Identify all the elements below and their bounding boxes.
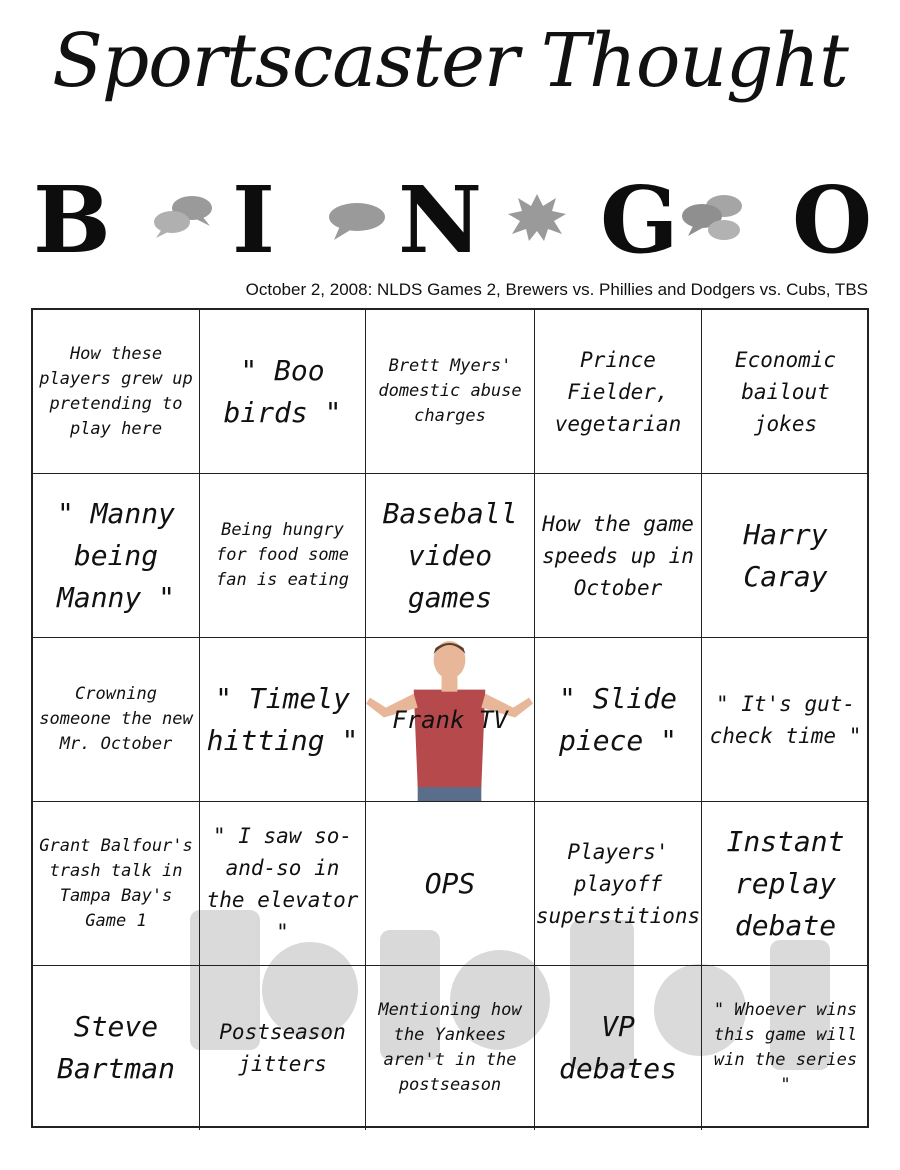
- bingo-square[interactable]: OPS: [366, 802, 535, 966]
- free-square-label: Frank TV: [392, 705, 508, 734]
- game-date-subtitle: October 2, 2008: NLDS Games 2, Brewers vs. Phillies and Dodgers vs. Cubs, TBS: [245, 280, 868, 299]
- bingo-letter-g: G: [600, 166, 679, 274]
- bingo-square[interactable]: Mentioning how the Yankees aren't in the postseason: [366, 966, 535, 1130]
- bingo-square[interactable]: How the game speeds up in October: [535, 474, 702, 638]
- bingo-square[interactable]: Grant Balfour's trash talk in Tampa Bay's Game 1: [33, 802, 200, 966]
- bingo-board: [31, 308, 869, 1128]
- bingo-letter-i: I: [232, 166, 276, 274]
- bingo-square[interactable]: Players' playoff superstitions: [535, 802, 702, 966]
- bingo-square[interactable]: Being hungry for food some fan is eating: [200, 474, 366, 638]
- free-square[interactable]: [366, 638, 535, 802]
- bingo-square[interactable]: " Manny being Manny ": [33, 474, 200, 638]
- bingo-square[interactable]: Crowning someone the new Mr. October: [33, 638, 200, 802]
- bingo-square[interactable]: " Slide piece ": [535, 638, 702, 802]
- bingo-letter-b: B: [33, 166, 111, 274]
- bingo-square[interactable]: Harry Caray: [702, 474, 869, 638]
- bingo-square[interactable]: How these players grew up pretending to play here: [33, 310, 200, 474]
- speech-bubbles-icon: [150, 192, 220, 242]
- bingo-square[interactable]: Economic bailout jokes: [702, 310, 869, 474]
- bingo-square[interactable]: Postseason jitters: [200, 966, 366, 1130]
- bingo-letter-o: O: [792, 166, 873, 274]
- speech-bubble-icon: [326, 200, 388, 244]
- bingo-square[interactable]: Steve Bartman: [33, 966, 200, 1130]
- bingo-square[interactable]: " Boo birds ": [200, 310, 366, 474]
- bingo-square[interactable]: Baseball video games: [366, 474, 535, 638]
- bingo-header: [0, 166, 900, 274]
- bingo-square[interactable]: Prince Fielder, vegetarian: [535, 310, 702, 474]
- bingo-square[interactable]: " Timely hitting ": [200, 638, 366, 802]
- bingo-letter-n: N: [398, 166, 483, 274]
- bingo-square[interactable]: " I saw so-and-so in the elevator ": [200, 802, 366, 966]
- burst-bubble-icon: [506, 192, 568, 242]
- bingo-square[interactable]: " Whoever wins this game will win the series ": [713, 1000, 858, 1095]
- bingo-square[interactable]: VP debates: [535, 966, 702, 1130]
- bingo-square[interactable]: Instant replay debate: [702, 802, 869, 966]
- bingo-square[interactable]: Brett Myers' domestic abuse charges: [366, 310, 535, 474]
- bingo-square[interactable]: " It's gut-check time ": [702, 638, 869, 802]
- page-title: Sportscaster Thought: [52, 18, 848, 104]
- speech-bubbles-icon: [680, 192, 744, 248]
